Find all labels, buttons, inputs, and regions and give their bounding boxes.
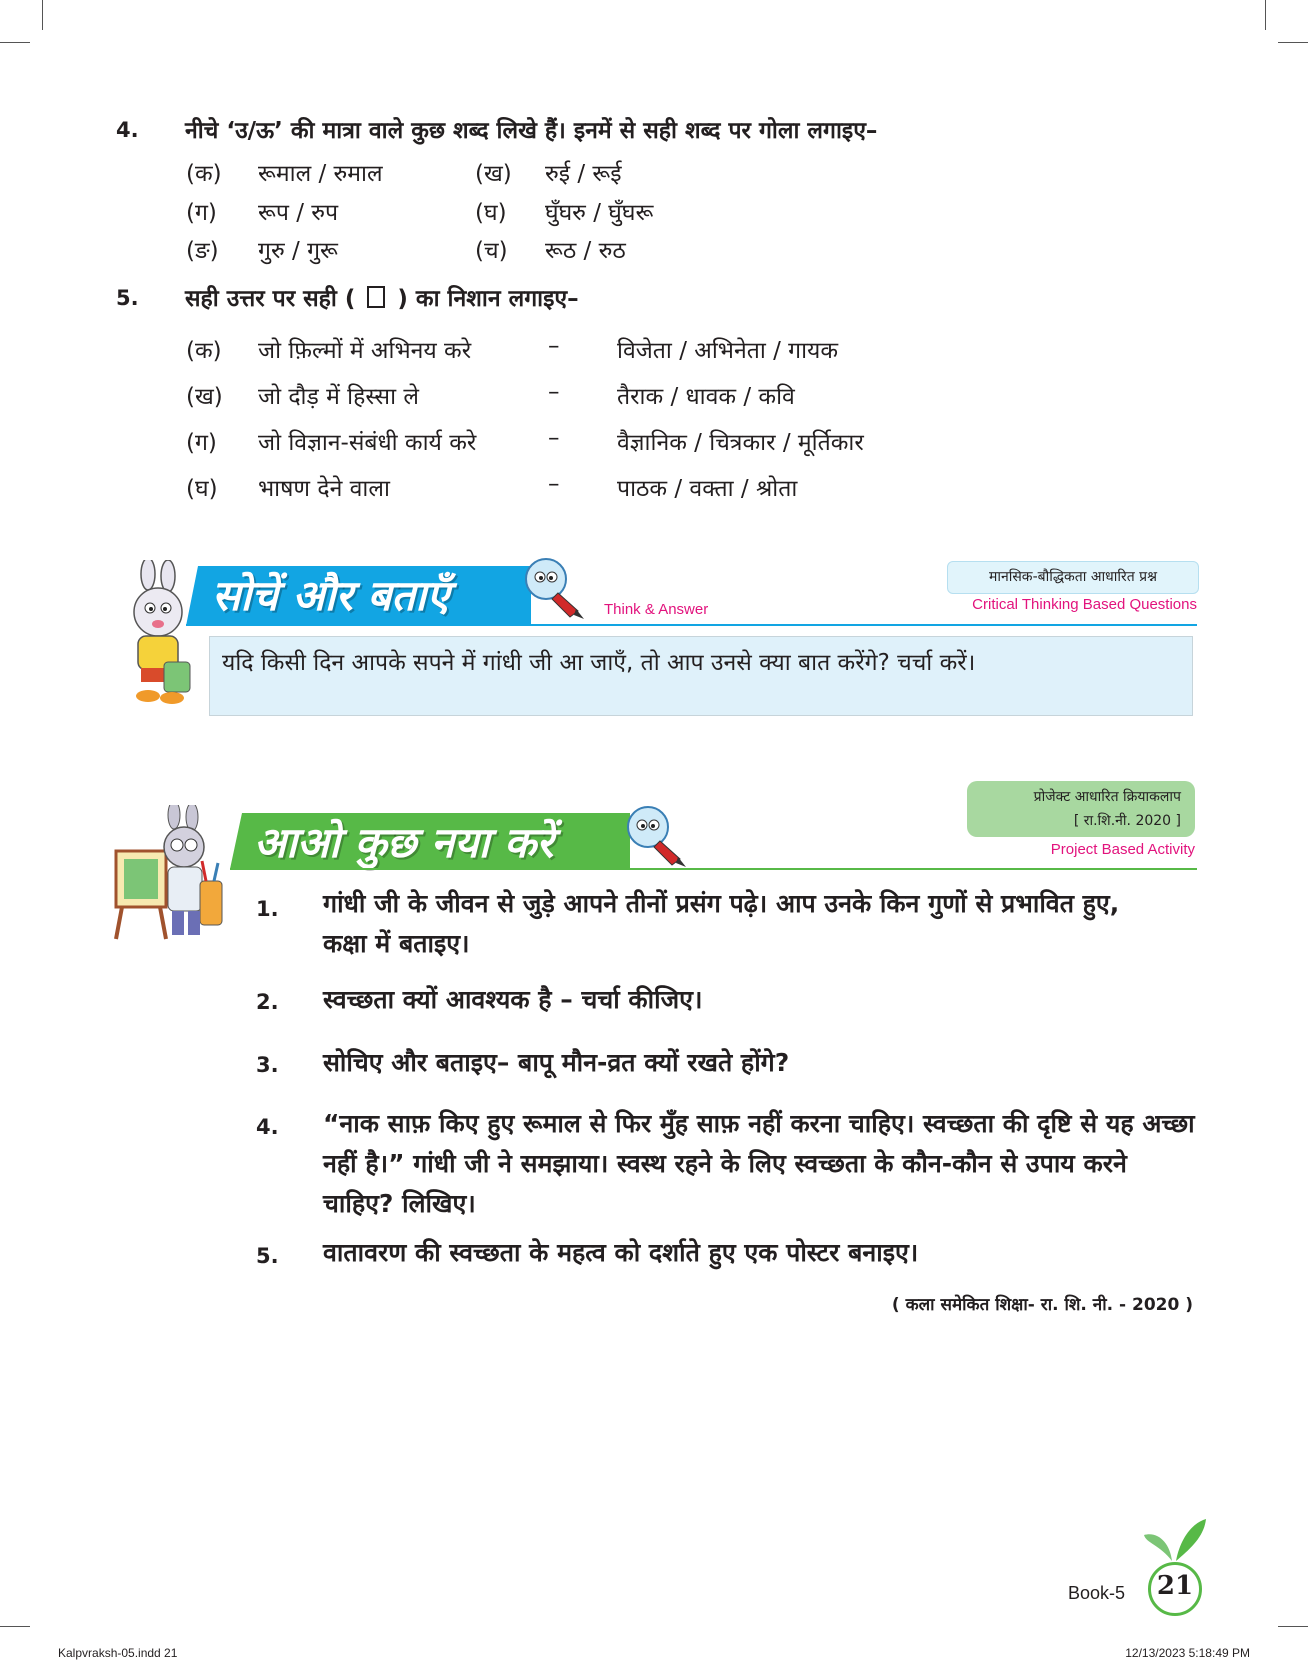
think-divider — [186, 624, 1197, 626]
q5-row-choices[interactable]: तैराक / धावक / कवि — [617, 384, 795, 410]
q5-question — [185, 281, 579, 313]
project-item-text: स्वच्छता क्यों आवश्यक है – चर्चा कीजिए। — [323, 985, 703, 1014]
project-tag-hi: प्रोजेक्ट आधारित क्रियाकलाप — [1033, 789, 1181, 805]
q5-row-dash: – — [548, 471, 560, 497]
book-label: Book-5 — [1068, 1583, 1126, 1603]
project-title: आओ कुछ नया करें — [254, 818, 554, 867]
bunny-thinking-icon — [108, 560, 204, 710]
project-item-number: 4. — [256, 1115, 279, 1139]
q5-row-label: (ग) — [186, 430, 217, 456]
leaf-icon — [1140, 1515, 1208, 1563]
q4-option-text[interactable]: रूप / रुप — [258, 200, 339, 226]
think-title: सोचें और बताएँ — [212, 571, 450, 620]
crop-mark — [42, 0, 43, 30]
q5-row-dash: – — [548, 425, 560, 451]
q4-option-text[interactable]: रूठ / रुठ — [545, 238, 626, 264]
crop-mark — [1278, 42, 1308, 43]
q5-question-before: सही उत्तर पर सही ( — [185, 286, 356, 312]
crop-mark — [1265, 0, 1266, 30]
q5-row-prompt: जो फ़िल्मों में अभिनय करे — [258, 338, 472, 364]
q4-question: नीचे ‘उ/ऊ’ की मात्रा वाले कुछ शब्द लिखे हैं। इनमें से सही शब्द पर गोला लगाइए– — [185, 118, 878, 144]
project-item-text: सोचिए और बताइए– बापू मौन-व्रत क्यों रखते होंगे? — [323, 1048, 790, 1077]
think-tag-en: Critical Thinking Based Questions — [972, 596, 1197, 613]
page-number: 21 — [1156, 1571, 1194, 1601]
think-question: यदि किसी दिन आपके सपने में गांधी जी आ जाएँ, तो आप उनसे क्या बात करेंगे? चर्चा करें। — [222, 650, 976, 676]
q4-option-label: (च) — [475, 238, 508, 264]
q5-row-label: (क) — [186, 338, 222, 364]
q5-row-prompt: जो विज्ञान-संबंधी कार्य करे — [258, 430, 477, 456]
q5-number: 5. — [116, 286, 139, 310]
q4-number: 4. — [116, 118, 139, 142]
q4-option-label: (ख) — [475, 161, 512, 187]
project-tag — [967, 781, 1195, 837]
footer-timestamp: 12/13/2023 5:18:49 PM — [1125, 1646, 1250, 1660]
checkbox-icon — [367, 286, 385, 308]
footer-file: Kalpvraksh-05.indd 21 — [58, 1646, 178, 1660]
project-item-number: 5. — [256, 1244, 279, 1268]
project-note: ( कला समेकित शिक्षा- रा. शि. नी. - 2020 ) — [891, 1295, 1193, 1315]
project-item-number: 1. — [256, 897, 279, 921]
crop-mark — [0, 1626, 30, 1627]
q4-option-label: (ग) — [186, 200, 217, 226]
project-item-number: 2. — [256, 990, 279, 1014]
q4-option-label: (ङ) — [186, 238, 219, 264]
q4-option-label: (क) — [186, 161, 222, 187]
project-item-text: वातावरण की स्वच्छता के महत्व को दर्शाते हुए एक पोस्टर बनाइए। — [323, 1238, 919, 1267]
project-item-text: “नाक साफ़ किए हुए रूमाल से फिर मुँह साफ़ नहीं करना चाहिए। स्वच्छता की दृष्टि से यह अच्छा नहीं है।” गांधी जी ने समझाया। स्वस्थ रहने के लिए स्वच्छता के कौन-कौन से उपाय करने चाहिए? लिखिए। — [323, 1109, 1195, 1218]
project-item-text: गांधी जी के जीवन से जुड़े आपने तीनों प्रसंग पढ़े। आप उनके किन गुणों से प्रभावित हुए, कक्षा में बताइए। — [323, 889, 1120, 958]
mascot-pen-icon — [620, 801, 690, 871]
think-subtitle: Think & Answer — [604, 601, 709, 618]
bunny-painter-icon — [112, 805, 228, 943]
q5-row-prompt: भाषण देने वाला — [258, 476, 390, 502]
q4-option-text[interactable]: रुई / रूई — [545, 161, 622, 187]
q5-row-label: (ख) — [186, 384, 223, 410]
project-divider — [230, 868, 1197, 870]
crop-mark — [0, 42, 30, 43]
crop-mark — [1278, 1626, 1308, 1627]
q4-option-text[interactable]: गुरु / गुरू — [258, 238, 338, 264]
project-item-number: 3. — [256, 1053, 279, 1077]
think-tag: मानसिक-बौद्धिकता आधारित प्रश्न — [947, 561, 1199, 594]
mascot-pen-icon — [518, 553, 588, 623]
project-tag-en: Project Based Activity — [1050, 841, 1195, 858]
q5-row-dash: – — [548, 333, 560, 359]
project-tag-ref: [ रा.शि.नी. 2020 ] — [1073, 813, 1181, 829]
q5-row-dash: – — [548, 379, 560, 405]
q5-question-after: ) का निशान लगाइए– — [397, 286, 579, 312]
q5-row-choices[interactable]: वैज्ञानिक / चित्रकार / मूर्तिकार — [617, 430, 864, 456]
q4-option-text[interactable]: रूमाल / रुमाल — [258, 161, 383, 187]
q5-row-choices[interactable]: पाठक / वक्ता / श्रोता — [617, 476, 798, 502]
q4-option-label: (घ) — [475, 200, 507, 226]
q5-row-label: (घ) — [186, 476, 218, 502]
q5-row-prompt: जो दौड़ में हिस्सा ले — [258, 384, 419, 410]
q5-row-choices[interactable]: विजेता / अभिनेता / गायक — [617, 338, 839, 364]
q4-option-text[interactable]: घुँघरु / घुँघरू — [545, 200, 654, 226]
